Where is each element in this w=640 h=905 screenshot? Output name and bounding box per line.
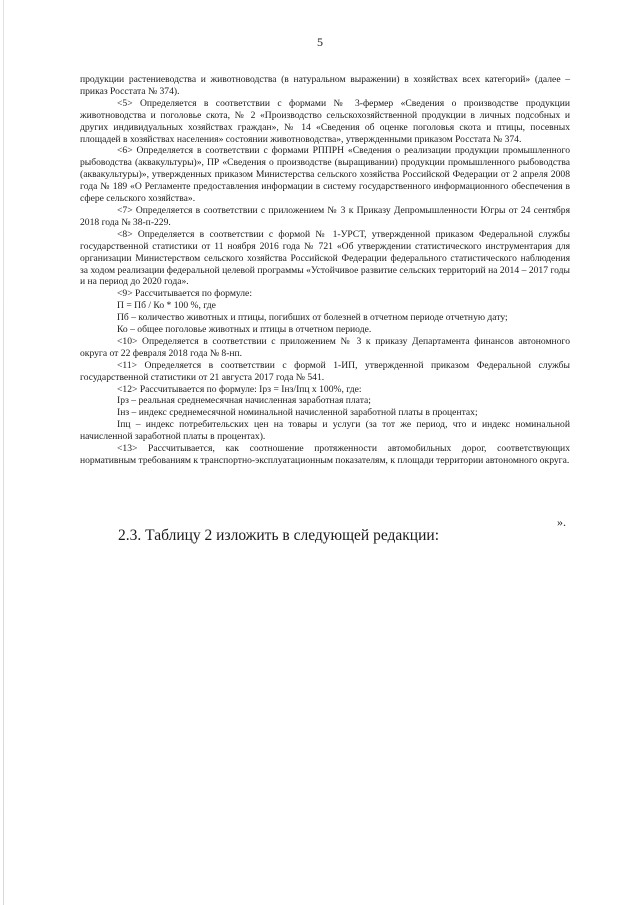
footnote-paragraph: <5> Определяется в соответствии с формами № 3-фермер «Сведения о производстве продукции животноводства и поголовье скота, № 2 «Производство сельскохозяйственной продукции в личных подсобных и других индивидуальных хозяйствах граждан», № 14 «Сведения об оценке поголовья скота и птицы, посевных площадей в хозяйствах населения» состоянии животноводства», утвержденными приказом Росстата № 374.: [80, 97, 570, 145]
page-number: 5: [317, 35, 323, 49]
footnotes-block: [80, 74, 570, 467]
amendment-instruction: 2.3. Таблицу 2 изложить в следующей редакции:: [118, 527, 439, 544]
footnote-paragraph: <6> Определяется в соответствии с формами РППРН «Сведения о реализации продукции промышленного рыбоводства (аквакультуры)», ПР «Сведения о производстве (выращивании) продукции промышленного рыбоводства (аквакультуры)», утвержденных приказом Министерства сельского хозяйства Российской Федерации от 2 апреля 2008 года № 189 «О Регламенте предоставления информации в систему государственного информационного обеспечения в сфере сельского хозяйства».: [80, 145, 570, 205]
footnote-paragraph: <10> Определяется в соответствии с приложением № 3 к приказу Департамента финансов автономного округа от 22 февраля 2018 года № 8-нп.: [80, 335, 570, 359]
footnote-paragraph: <12> Рассчитывается по формуле: Iрз = Iнз/Iпц х 100%, где:: [117, 383, 362, 395]
footnote-paragraph: П = Пб / Ко * 100 %, где: [117, 300, 216, 312]
footnote-paragraph: <13> Рассчитывается, как соотношение протяженности автомобильных дорог, соответствующих нормативным требованиям к транспортно-эксплуатационным показателям, к площади территории автономного округа.: [80, 443, 570, 466]
footnote-paragraph: Iрз – реальная среднемесячная начисленная заработная плата;: [117, 395, 371, 407]
footnote-paragraph: <8> Определяется в соответствии с формой № 1-УРСТ, утвержденной приказом Федеральной службы государственной статистики от 11 ноября 2016 года № 721 «Об утверждении статистического инструментария для организации Министерством сельского хозяйства Российской Федерации федерального статистического наблюдения за ходом реализации федеральной целевой программы «Устойчивое развитие сельских территорий на 2014 – 2017 годы и на период до 2020 года».: [80, 228, 570, 288]
closing-quote: ».: [557, 515, 566, 529]
footnote-paragraph: <7> Определяется в соответствии с приложением № 3 к Приказу Депромышленности Югры от 24 сентября 2018 года № 38-п-229.: [80, 204, 570, 228]
footnote-paragraph: <9> Рассчитывается по формуле:: [117, 288, 252, 300]
footnote-paragraph: <11> Определяется в соответствии с формой 1-ИП, утвержденной приказом Федеральной службы государственной статистики от 21 августа 2017 года № 541.: [80, 359, 570, 383]
footnote-paragraph: продукции растениеводства и животноводства (в натуральном выражении) в хозяйствах всех категорий» (далее – приказ Росстата № 374).: [80, 74, 570, 97]
footnote-paragraph: Пб – количество животных и птицы, погибших от болезней в отчетном периоде отчетную дату;: [117, 312, 508, 324]
footnote-paragraph: Iпц – индекс потребительских цен на товары и услуги (за тот же период, что и индекс номинальной начисленной заработной платы в процентах).: [80, 419, 570, 443]
footnote-paragraph: Ко – общее поголовье животных и птицы в отчетном периоде.: [117, 324, 372, 336]
footnote-paragraph: Iнз – индекс среднемесячной номинальной начисленной заработной платы в процентах;: [117, 407, 478, 419]
scan-edge: [3, 0, 4, 905]
